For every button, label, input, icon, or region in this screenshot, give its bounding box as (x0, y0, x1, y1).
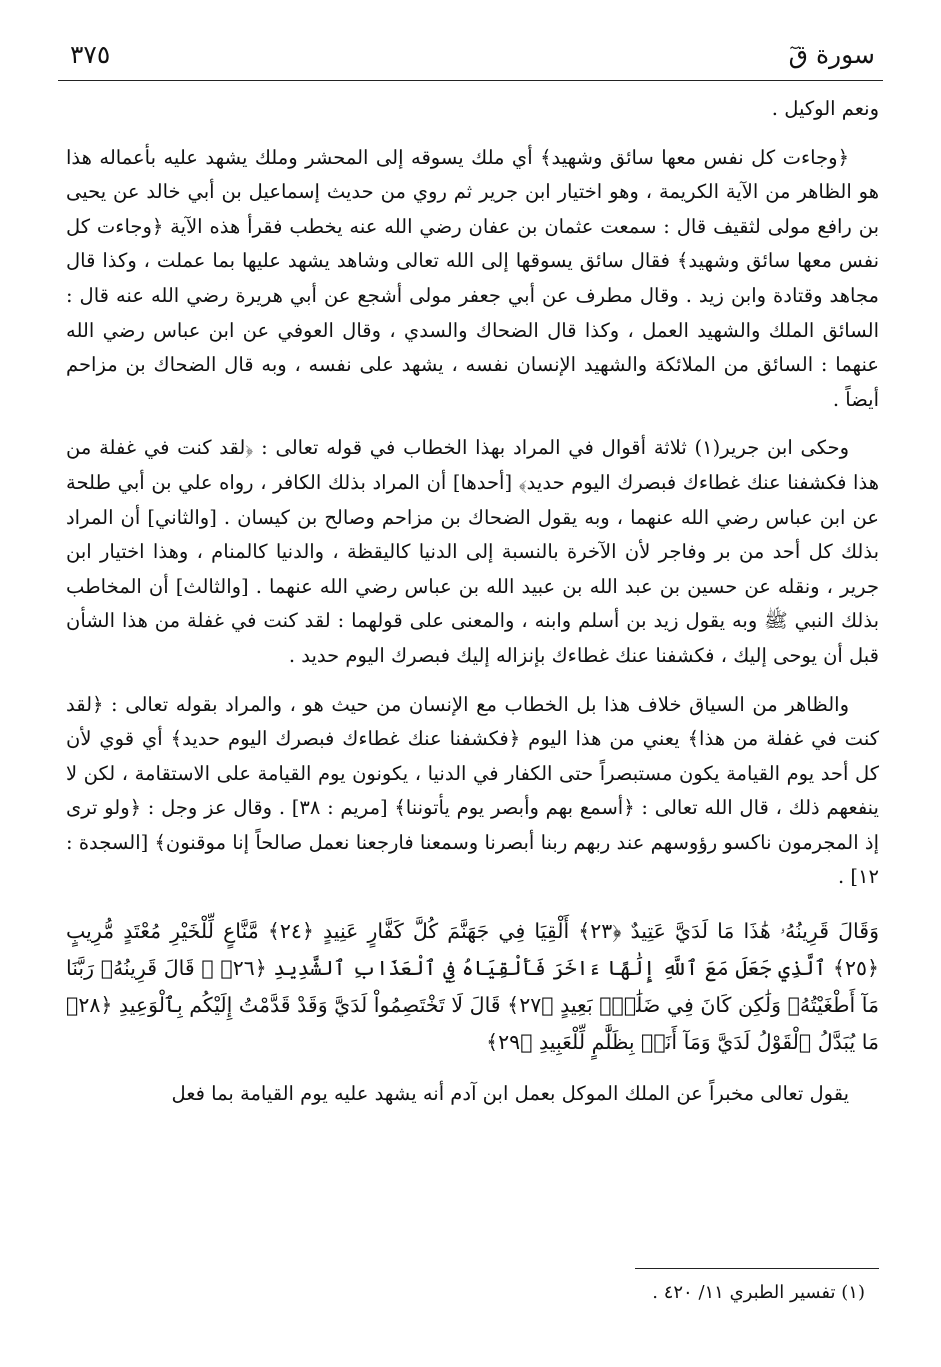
footnote: (١) تفسير الطبري ١١/ ٤٢٠ . (652, 1282, 865, 1303)
footnote-divider (635, 1268, 879, 1269)
paragraph-driver-witness: ﴿وجاءت كل نفس معها سائق وشهيد﴾ أي ملك يسوقه إلى المحشر وملك يشهد عليه بأعماله هذا هو الظاهر من الآية الكريمة ، وهو اختيار ابن جرير ثم روي من حديث إسماعيل بن أبي خالد عن يحيى بن رافع مولى لثقيف قال : سمعت عثمان بن عفان رضي الله عنه يخطب فقرأ هذه الآية ﴿وجاءت كل نفس معها سائق وشهيد﴾ فقال سائق يسوقها إلى الله تعالى وشاهد يشهد عليها بما عملت ، وكذا قال مجاهد وقتادة وابن زيد . وقال مطرف عن أبي جعفر مولى أشجع عن أبي هريرة رضي الله عنه قال : السائق الملك والشهيد العمل ، وكذا قال الضحاك والسدي ، وقال العوفي عن ابن عباس رضي الله عنهما : السائق من الملائكة والشهيد الإنسان نفسه ، يشهد على نفسه ، وبه قال الضحاك بن مزاحم أيضاً . (66, 145, 879, 411)
surah-title: سورة قٓ (788, 40, 875, 69)
page-number: ٣٧٥ (70, 40, 111, 69)
quran-verses-block: وَقَالَ قَرِينُهُۥ هَٰذَا مَا لَدَيَّ عَتِيدٌ ﴿٢٣﴾ أَلْقِيَا فِي جَهَنَّمَ كُلَّ كَفَّارٍ عَنِيدٍ ﴿٢٤﴾ مَّنَّاعٍ لِّلْخَيْرِ مُعْتَدٍ مُّرِيبٍ ﴿٢٥﴾ ٱلَّذِي جَعَلَ مَعَ ٱللَّهِ إِلَٰهًا ءَاخَرَ فَأَلْقِيَاهُ فِي ٱلْعَذَابِ ٱلشَّدِيدِ ﴿٢٦﴾ ۞ قَالَ قَرِينُهُۥ رَبَّنَا مَآ أَطْغَيْتُهُۥ وَلَٰكِن كَانَ فِي ضَلَٰلٍۭ بَعِيدٍ ﴿٢٧﴾ قَالَ لَا تَخْتَصِمُواْ لَدَيَّ وَقَدْ قَدَّمْتُ إِلَيْكُم بِٱلْوَعِيدِ ﴿٢٨﴾ مَا يُبَدَّلُ ٱلْقَوْلُ لَدَيَّ وَمَآ أَنَا۠ بِظَلَّٰمٍ لِّلْعَبِيدِ ﴿٢٩﴾ (66, 919, 879, 1055)
paragraph-context: والظاهر من السياق خلاف هذا بل الخطاب مع الإنسان من حيث هو ، والمراد بقوله تعالى : ﴿لقد كنت في غفلة من هذا﴾ يعني من هذا اليوم ﴿فكشفنا عنك غطاءك فبصرك اليوم حديد﴾ أي قوي لأن كل أحد يوم القيامة يكون مستبصراً حتى الكفار في الدنيا ، يكونون يوم القيامة على الاستقامة ، لكن لا ينفعهم ذلك ، قال الله تعالى : ﴿أسمع بهم وأبصر يوم يأتوننا﴾ [مريم : ٣٨] . وقال عز وجل : ﴿ولو ترى إذ المجرمون ناكسو رؤوسهم عند ربهم ربنا أبصرنا وسمعنا فارجعنا نعمل صالحاً إنا موقنون﴾ [السجدة : ١٢] . (66, 692, 879, 889)
paragraph-three-opinions: وحكى ابن جرير(١) ثلاثة أقوال في المراد بهذا الخطاب في قوله تعالى : ﴿لقد كنت في غفلة من هذا فكشفنا عنك غطاءك فبصرك اليوم حديد﴾ [أحدها] أن المراد بذلك الكافر ، رواه علي بن أبي طلحة عن ابن عباس رضي الله عنهما ، وبه يقول الضحاك بن مزاحم وصالح بن كيسان . [والثاني] أن المراد بذلك كل أحد من بر وفاجر لأن الآخرة بالنسبة إلى الدنيا كاليقظة ، والدنيا كالمنام ، وهذا اختيار ابن جرير ، ونقله عن حسين بن عبد الله بن عبيد الله بن عباس رضي الله عنهما . [والثالث] أن المخاطب بذلك النبي ﷺ وبه يقول زيد بن أسلم وابنه ، والمعنى على قولهما : لقد كنت في غفلة من هذا الشأن قبل أن يوحى إليك ، فكشفنا عنك غطاءك بإنزاله إليك فبصرك اليوم حديد . (66, 436, 879, 667)
page-body (66, 92, 879, 1112)
paragraph-closing: يقول تعالى مخبراً عن الملك الموكل بعمل ابن آدم أنه يشهد عليه يوم القيامة بما فعل (171, 1082, 849, 1106)
page-header (58, 40, 883, 81)
paragraph-continuation: ونعم الوكيل . (771, 97, 879, 120)
